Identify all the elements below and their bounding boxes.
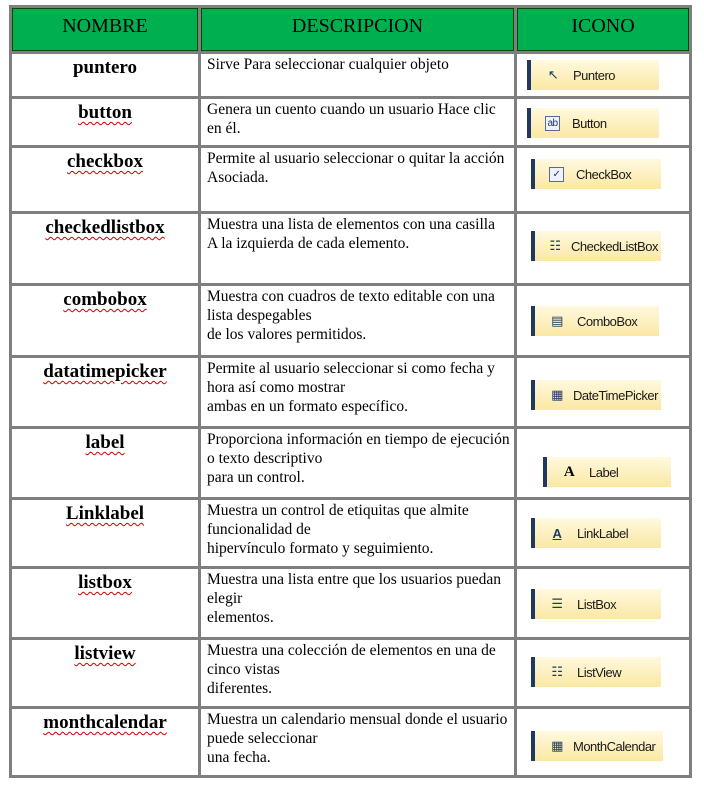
toolbox-label: ListBox [577, 596, 617, 612]
toolbox-label: ListView [577, 664, 622, 680]
row-desc-label: Proporciona información en tiempo de ejecución o texto descriptivo para un control. [201, 429, 514, 497]
checkbox-icon: ✓ [549, 167, 564, 182]
row-name-button [12, 99, 198, 145]
row-name-combobox [12, 286, 198, 355]
toolbox-label: Puntero [573, 67, 616, 83]
toolbox-item-listbox [531, 589, 661, 619]
toolbox-label: DateTimePicker [573, 387, 658, 403]
toolbox-item-linklabel [531, 518, 661, 548]
control-name: listbox [78, 572, 132, 593]
row-name-listbox [12, 569, 198, 637]
row-icon-checkbox [517, 148, 689, 211]
row-desc-checkbox: Permite al usuario seleccionar o quitar la acción Asociada. [201, 148, 514, 211]
toolbox-label: ComboBox [577, 313, 638, 329]
control-name: button [78, 102, 132, 123]
toolbox-item-monthcalendar [531, 731, 663, 761]
control-name: combobox [63, 289, 147, 310]
control-name: listview [74, 643, 136, 664]
row-icon-puntero [517, 54, 689, 96]
row-icon-listbox [517, 569, 689, 637]
listview-icon: ☷ [551, 664, 563, 679]
control-name: Linklabel [65, 503, 145, 524]
toolbox-item-button [527, 108, 659, 138]
row-desc-listview: Muestra una colección de elementos en una de cinco vistas diferentes. [201, 640, 514, 706]
row-name-listview [12, 640, 198, 706]
row-desc-button: Genera un cuento cuando un usuario Hace clic en él. [201, 99, 514, 145]
linklabel-icon: A [552, 525, 562, 541]
row-icon-label [517, 429, 689, 497]
toolbox-item-checkbox [531, 159, 661, 189]
row-desc-checkedlistbox: Muestra una lista de elementos con una casilla A la izquierda de cada elemento. [201, 214, 514, 283]
controls-table [9, 5, 692, 778]
row-desc-combobox: Muestra con cuadros de texto editable con una lista despegables de los valores permitidos. [201, 286, 514, 355]
toolbox-label: Button [572, 115, 607, 131]
row-icon-datatimepicker [517, 358, 689, 426]
header-name: NOMBRE [12, 8, 198, 51]
header-icon: ICONO [517, 8, 689, 51]
checkedlistbox-icon: ☷ [549, 238, 561, 253]
control-name: checkedlistbox [45, 217, 165, 238]
control-name: label [85, 432, 125, 453]
row-desc-listbox: Muestra una lista entre que los usuarios puedan elegir elementos. [201, 569, 514, 637]
row-name-datatimepicker [12, 358, 198, 426]
row-name-puntero [12, 54, 198, 96]
toolbox-label: Label [589, 464, 619, 480]
row-desc-datatimepicker: Permite al usuario seleccionar si como fecha y hora así como mostrar ambas en un formato específico. [201, 358, 514, 426]
row-desc-puntero: Sirve Para seleccionar cualquier objeto [201, 54, 514, 96]
toolbox-item-listview [531, 657, 661, 687]
row-name-label [12, 429, 198, 497]
control-name: datatimepicker [43, 361, 167, 382]
toolbox-label: CheckBox [576, 166, 632, 182]
toolbox-label: MonthCalendar [573, 738, 656, 754]
row-desc-linklabel: Muestra un control de etiquitas que almite funcionalidad de hipervínculo formato y seguimiento. [201, 500, 514, 566]
combobox-icon: ▤ [551, 313, 563, 328]
pointer-icon: ↖ [547, 67, 559, 82]
row-name-linklabel [12, 500, 198, 566]
header-description: DESCRIPCION [201, 8, 514, 51]
toolbox-label: LinkLabel [577, 525, 629, 541]
row-icon-listview [517, 640, 689, 706]
toolbox-item-checkedlistbox [531, 231, 661, 261]
row-icon-monthcalendar [517, 709, 689, 775]
datetimepicker-icon: ▦ [551, 387, 563, 402]
toolbox-item-combobox [531, 306, 659, 336]
toolbox-item-puntero [527, 60, 659, 90]
row-name-checkbox [12, 148, 198, 211]
toolbox-label: CheckedListBox [571, 238, 658, 254]
control-name: monthcalendar [43, 712, 167, 733]
toolbox-item-datetimepicker [531, 380, 661, 410]
row-icon-linklabel [517, 500, 689, 566]
row-icon-button [517, 99, 689, 145]
row-name-monthcalendar [12, 709, 198, 775]
row-name-checkedlistbox [12, 214, 198, 283]
toolbox-item-label [543, 457, 671, 487]
row-desc-monthcalendar: Muestra un calendario mensual donde el usuario puede seleccionar una fecha. [201, 709, 514, 775]
control-name: puntero [72, 57, 138, 78]
row-icon-combobox [517, 286, 689, 355]
button-icon: ab [545, 116, 560, 131]
monthcalendar-icon: ▦ [551, 738, 563, 753]
label-icon: A [563, 463, 575, 480]
listbox-icon: ☰ [551, 596, 563, 611]
control-name: checkbox [67, 151, 143, 172]
row-icon-checkedlistbox [517, 214, 689, 283]
